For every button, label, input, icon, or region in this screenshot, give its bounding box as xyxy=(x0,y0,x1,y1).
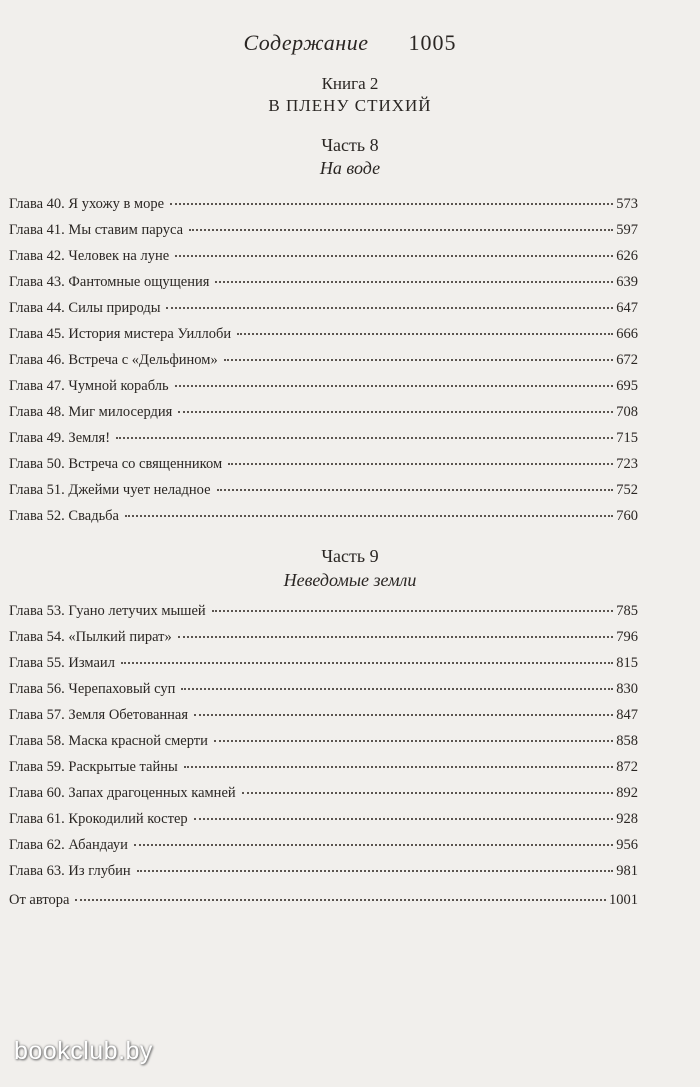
afterword-entry xyxy=(9,892,638,918)
toc-entry-page: 760 xyxy=(616,508,638,524)
dot-leader xyxy=(175,255,613,257)
part-8-title: На воде xyxy=(319,158,381,178)
toc-entry xyxy=(9,629,638,655)
toc-entry xyxy=(9,508,638,534)
toc-entry xyxy=(9,892,638,918)
dot-leader xyxy=(178,636,614,638)
toc-entry-page: 573 xyxy=(616,196,638,212)
dot-leader xyxy=(184,766,613,768)
toc-entry-page: 981 xyxy=(616,863,638,879)
dot-leader xyxy=(214,740,613,742)
toc-entry xyxy=(9,430,638,456)
toc-entry-label: Глава 60. Запах драгоценных камней xyxy=(9,785,236,801)
toc-entry-label: Глава 56. Черепаховый суп xyxy=(9,681,176,697)
page-folio: 1005 xyxy=(408,30,457,55)
dot-leader xyxy=(178,411,613,413)
toc-entry xyxy=(9,759,638,785)
toc-entry-page: 892 xyxy=(616,785,638,801)
dot-leader xyxy=(166,307,613,309)
toc-entry-label: Глава 62. Абандауи xyxy=(9,837,128,853)
dot-leader xyxy=(224,359,614,361)
toc-entry-label: Глава 52. Свадьба xyxy=(9,508,119,524)
part-9-title: Неведомые земли xyxy=(283,570,417,590)
toc-entry xyxy=(9,222,638,248)
toc-entry xyxy=(9,785,638,811)
part-9-number: Часть 9 xyxy=(321,546,379,566)
toc-entry-page: 708 xyxy=(616,404,638,420)
toc-entry xyxy=(9,603,638,629)
toc-entry-page: 626 xyxy=(616,248,638,264)
toc-entry-label: Глава 44. Силы природы xyxy=(9,300,161,316)
toc-entry-page: 695 xyxy=(616,378,638,394)
running-head xyxy=(0,30,700,56)
dot-leader xyxy=(175,385,614,387)
dot-leader xyxy=(217,489,614,491)
toc-entry-page: 666 xyxy=(616,326,638,342)
toc-entry-label: Глава 50. Встреча со священником xyxy=(9,456,223,472)
toc-entry-label: Глава 63. Из глубин xyxy=(9,863,131,879)
toc-entry-label: Глава 49. Земля! xyxy=(9,430,111,446)
toc-entry xyxy=(9,681,638,707)
toc-entry-page: 723 xyxy=(616,456,638,472)
toc-entry-label: Глава 42. Человек на луне xyxy=(9,248,170,264)
toc-entry-page: 956 xyxy=(616,837,638,853)
dot-leader xyxy=(181,688,613,690)
toc-entry-page: 597 xyxy=(616,222,638,238)
toc-entry-page: 785 xyxy=(616,603,638,619)
dot-leader xyxy=(237,333,613,335)
toc-entry-label: От автора xyxy=(9,892,70,908)
dot-leader xyxy=(242,792,614,794)
dot-leader xyxy=(189,229,613,231)
toc-entry-label: Глава 43. Фантомные ощущения xyxy=(9,274,210,290)
toc-entry xyxy=(9,456,638,482)
dot-leader xyxy=(116,437,613,439)
part-8-number: Часть 8 xyxy=(321,135,379,155)
dot-leader xyxy=(170,203,613,205)
running-head-title: Содержание xyxy=(243,30,369,55)
toc-entry-label: Глава 48. Миг милосердия xyxy=(9,404,173,420)
dot-leader xyxy=(212,610,614,612)
toc-entry xyxy=(9,326,638,352)
dot-leader xyxy=(215,281,613,283)
toc-entry-page: 647 xyxy=(616,300,638,316)
toc-entry-page: 872 xyxy=(616,759,638,775)
toc-entry-page: 752 xyxy=(616,482,638,498)
toc-entry-label: Глава 45. История мистера Уиллоби xyxy=(9,326,232,342)
toc-entry-page: 928 xyxy=(616,811,638,827)
toc-entry xyxy=(9,378,638,404)
dot-leader xyxy=(121,662,613,664)
toc-entry-label: Глава 55. Измаил xyxy=(9,655,115,671)
toc-entry-page: 847 xyxy=(616,707,638,723)
toc-entry-page: 672 xyxy=(616,352,638,368)
toc-entry-label: Глава 47. Чумной корабль xyxy=(9,378,169,394)
toc-entry-page: 1001 xyxy=(609,892,638,908)
toc-entry-label: Глава 40. Я ухожу в море xyxy=(9,196,165,212)
toc-entry xyxy=(9,811,638,837)
dot-leader xyxy=(137,870,614,872)
toc-entry xyxy=(9,274,638,300)
toc-entry-page: 639 xyxy=(616,274,638,290)
dot-leader xyxy=(75,899,606,901)
toc-entry-label: Глава 59. Раскрытые тайны xyxy=(9,759,178,775)
toc-entry xyxy=(9,837,638,863)
dot-leader xyxy=(228,463,613,465)
toc-entry-label: Глава 54. «Пылкий пират» xyxy=(9,629,172,645)
dot-leader xyxy=(125,515,613,517)
book-number: Книга 2 xyxy=(321,74,379,93)
toc-entry-label: Глава 61. Крокодилий костер xyxy=(9,811,188,827)
toc-entry xyxy=(9,352,638,378)
toc-entry xyxy=(9,196,638,222)
watermark: bookclub.by xyxy=(14,1037,153,1065)
dot-leader xyxy=(194,714,613,716)
toc-entry-label: Глава 53. Гуано летучих мышей xyxy=(9,603,206,619)
toc-entry xyxy=(9,733,638,759)
book-title: В ПЛЕНУ СТИХИЙ xyxy=(268,96,432,115)
part-9-toc xyxy=(9,603,638,889)
toc-entry xyxy=(9,863,638,889)
toc-entry-page: 858 xyxy=(616,733,638,749)
toc-entry-page: 815 xyxy=(616,655,638,671)
toc-entry xyxy=(9,482,638,508)
toc-entry xyxy=(9,655,638,681)
part-8-toc xyxy=(9,196,638,534)
toc-entry-page: 796 xyxy=(616,629,638,645)
toc-entry xyxy=(9,300,638,326)
toc-entry xyxy=(9,404,638,430)
toc-entry xyxy=(9,248,638,274)
toc-entry xyxy=(9,707,638,733)
dot-leader xyxy=(194,818,614,820)
dot-leader xyxy=(134,844,613,846)
toc-entry-label: Глава 58. Маска красной смерти xyxy=(9,733,208,749)
toc-entry-page: 715 xyxy=(616,430,638,446)
toc-entry-label: Глава 41. Мы ставим паруса xyxy=(9,222,184,238)
toc-entry-label: Глава 57. Земля Обетованная xyxy=(9,707,189,723)
toc-entry-page: 830 xyxy=(616,681,638,697)
toc-entry-label: Глава 46. Встреча с «Дельфином» xyxy=(9,352,218,368)
toc-entry-label: Глава 51. Джейми чует неладное xyxy=(9,482,211,498)
